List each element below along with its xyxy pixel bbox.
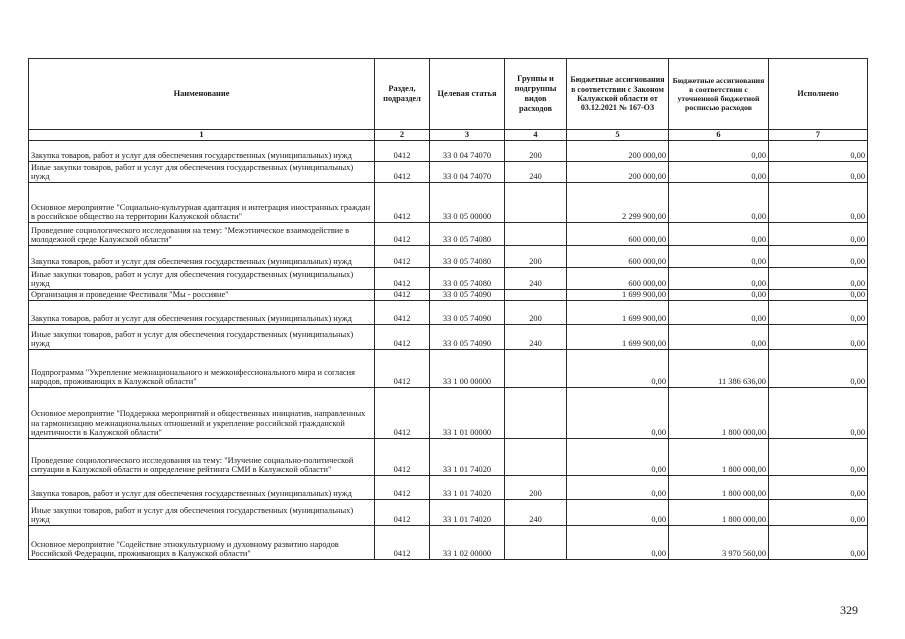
- row-law-allocation: 2 299 900,00: [567, 183, 669, 223]
- row-group: [505, 183, 567, 223]
- row-refined-allocation: 11 386 636,00: [669, 350, 769, 388]
- column-header-law-allocation: Бюджетные ассигнования в соответствии с Законом Калужской области от 03.12.2021 № 167-ОЗ: [567, 59, 669, 130]
- row-name: Закупка товаров, работ и услуг для обеспечения государственных (муниципальных) нужд: [29, 141, 375, 162]
- row-refined-allocation: 1 800 000,00: [669, 439, 769, 476]
- row-target: 33 0 04 74070: [430, 141, 505, 162]
- row-refined-allocation: 1 800 000,00: [669, 500, 769, 526]
- row-executed: 0,00: [769, 246, 868, 268]
- row-target: 33 1 01 00000: [430, 388, 505, 439]
- row-target: 33 0 05 00000: [430, 183, 505, 223]
- table-row: [29, 439, 868, 476]
- table-row: [29, 141, 868, 162]
- row-target: 33 0 05 74090: [430, 325, 505, 350]
- row-target: 33 1 01 74020: [430, 500, 505, 526]
- row-group: [505, 388, 567, 439]
- row-refined-allocation: 0,00: [669, 290, 769, 301]
- column-number: 6: [669, 130, 769, 141]
- row-group: 200: [505, 246, 567, 268]
- row-section: 0412: [375, 325, 430, 350]
- column-header-executed: Исполнено: [769, 59, 868, 130]
- row-law-allocation: 200 000,00: [567, 141, 669, 162]
- table-row: [29, 350, 868, 388]
- row-name: Закупка товаров, работ и услуг для обеспечения государственных (муниципальных) нужд: [29, 246, 375, 268]
- row-name: Иные закупки товаров, работ и услуг для обеспечения государственных (муниципальных) нужд: [29, 268, 375, 290]
- row-refined-allocation: 1 800 000,00: [669, 388, 769, 439]
- column-number: 5: [567, 130, 669, 141]
- row-law-allocation: 600 000,00: [567, 246, 669, 268]
- row-refined-allocation: 3 970 560,00: [669, 526, 769, 560]
- row-name: Закупка товаров, работ и услуг для обеспечения государственных (муниципальных) нужд: [29, 301, 375, 325]
- row-refined-allocation: 0,00: [669, 325, 769, 350]
- table-row: [29, 162, 868, 183]
- row-section: 0412: [375, 183, 430, 223]
- column-header-refined-allocation: Бюджетные ассигнования в соответствии с уточненной бюджетной росписью расходов: [669, 59, 769, 130]
- row-group: 200: [505, 476, 567, 500]
- row-law-allocation: 600 000,00: [567, 268, 669, 290]
- row-law-allocation: 0,00: [567, 526, 669, 560]
- table-row: [29, 290, 868, 301]
- row-refined-allocation: 0,00: [669, 162, 769, 183]
- row-name: Иные закупки товаров, работ и услуг для обеспечения государственных (муниципальных) нужд: [29, 162, 375, 183]
- row-target: 33 1 01 74020: [430, 439, 505, 476]
- column-number: 1: [29, 130, 375, 141]
- row-section: 0412: [375, 141, 430, 162]
- row-refined-allocation: 0,00: [669, 268, 769, 290]
- row-name: Основное мероприятие "Социально-культурная адаптация и интеграция иностранных граждан в российское общество на территории Калужской области": [29, 183, 375, 223]
- row-law-allocation: 1 699 900,00: [567, 301, 669, 325]
- table-row: [29, 268, 868, 290]
- row-executed: 0,00: [769, 500, 868, 526]
- row-target: 33 0 05 74090: [430, 290, 505, 301]
- column-header-target: Целевая статья: [430, 59, 505, 130]
- table-row: [29, 325, 868, 350]
- row-target: 33 1 01 74020: [430, 476, 505, 500]
- row-name: Закупка товаров, работ и услуг для обеспечения государственных (муниципальных) нужд: [29, 476, 375, 500]
- row-refined-allocation: 0,00: [669, 223, 769, 246]
- row-target: 33 1 00 00000: [430, 350, 505, 388]
- row-group: 240: [505, 162, 567, 183]
- row-section: 0412: [375, 162, 430, 183]
- row-target: 33 1 02 00000: [430, 526, 505, 560]
- row-name: Иные закупки товаров, работ и услуг для обеспечения государственных (муниципальных) нужд: [29, 325, 375, 350]
- row-target: 33 0 05 74080: [430, 268, 505, 290]
- row-group: 240: [505, 268, 567, 290]
- table-row: [29, 246, 868, 268]
- table-row: [29, 301, 868, 325]
- row-refined-allocation: 0,00: [669, 246, 769, 268]
- row-group: 240: [505, 500, 567, 526]
- row-section: 0412: [375, 290, 430, 301]
- row-section: 0412: [375, 526, 430, 560]
- row-executed: 0,00: [769, 162, 868, 183]
- row-target: 33 0 05 74080: [430, 246, 505, 268]
- row-section: 0412: [375, 388, 430, 439]
- row-section: 0412: [375, 246, 430, 268]
- row-law-allocation: 1 699 900,00: [567, 325, 669, 350]
- row-section: 0412: [375, 500, 430, 526]
- row-refined-allocation: 0,00: [669, 141, 769, 162]
- budget-execution-table: [28, 58, 868, 560]
- row-law-allocation: 200 000,00: [567, 162, 669, 183]
- row-name: Иные закупки товаров, работ и услуг для обеспечения государственных (муниципальных) нужд: [29, 500, 375, 526]
- row-law-allocation: 0,00: [567, 388, 669, 439]
- row-target: 33 0 05 74090: [430, 301, 505, 325]
- row-refined-allocation: 0,00: [669, 301, 769, 325]
- row-name: Проведение социологического исследования на тему: "Изучение социально-политической ситуации в Калужской области и определение рейтинга СМИ в Калужской области": [29, 439, 375, 476]
- row-group: 240: [505, 325, 567, 350]
- row-executed: 0,00: [769, 141, 868, 162]
- row-refined-allocation: 0,00: [669, 183, 769, 223]
- row-law-allocation: 1 699 900,00: [567, 290, 669, 301]
- column-number: 3: [430, 130, 505, 141]
- row-group: [505, 290, 567, 301]
- row-law-allocation: 0,00: [567, 476, 669, 500]
- page-number: 329: [840, 603, 858, 617]
- column-number: 7: [769, 130, 868, 141]
- row-section: 0412: [375, 301, 430, 325]
- row-name: Проведение социологического исследования на тему: "Межэтническое взаимодействие в молодежной среде Калужской области": [29, 223, 375, 246]
- row-law-allocation: 0,00: [567, 500, 669, 526]
- row-section: 0412: [375, 223, 430, 246]
- row-executed: 0,00: [769, 439, 868, 476]
- row-law-allocation: 600 000,00: [567, 223, 669, 246]
- row-target: 33 0 04 74070: [430, 162, 505, 183]
- row-group: 200: [505, 141, 567, 162]
- row-name: Организация и проведение Фестиваля "Мы - россияне": [29, 290, 375, 301]
- row-group: [505, 350, 567, 388]
- column-header-section: Раздел, подраздел: [375, 59, 430, 130]
- row-executed: 0,00: [769, 476, 868, 500]
- table-row: [29, 526, 868, 560]
- row-target: 33 0 05 74080: [430, 223, 505, 246]
- row-section: 0412: [375, 439, 430, 476]
- row-group: [505, 223, 567, 246]
- row-section: 0412: [375, 268, 430, 290]
- column-number: 2: [375, 130, 430, 141]
- table-row: [29, 388, 868, 439]
- row-section: 0412: [375, 476, 430, 500]
- row-name: Основное мероприятие "Поддержка мероприятий и общественных инициатив, направленных на гармонизацию межнациональных отношений и укрепление российской гражданской идентичности в Калужской области": [29, 388, 375, 439]
- row-law-allocation: 0,00: [567, 350, 669, 388]
- row-name: Подпрограмма "Укрепление межнационального и межконфессионального мира и согласия народов, проживающих в Калужской области": [29, 350, 375, 388]
- row-law-allocation: 0,00: [567, 439, 669, 476]
- row-executed: 0,00: [769, 223, 868, 246]
- row-executed: 0,00: [769, 388, 868, 439]
- table-row: [29, 500, 868, 526]
- column-header-name: Наименование: [29, 59, 375, 130]
- row-executed: 0,00: [769, 325, 868, 350]
- row-group: 200: [505, 301, 567, 325]
- column-number-row: [29, 130, 868, 141]
- row-executed: 0,00: [769, 301, 868, 325]
- row-executed: 0,00: [769, 526, 868, 560]
- table-row: [29, 476, 868, 500]
- table-row: [29, 223, 868, 246]
- row-executed: 0,00: [769, 350, 868, 388]
- table-row: [29, 183, 868, 223]
- row-name: Основное мероприятие "Содействие этнокультурному и духовному развитию народов Российской Федерации, проживающих в Калужской области": [29, 526, 375, 560]
- column-header-group: Группы и подгруппы видов расходов: [505, 59, 567, 130]
- row-executed: 0,00: [769, 268, 868, 290]
- row-group: [505, 526, 567, 560]
- row-executed: 0,00: [769, 290, 868, 301]
- row-group: [505, 439, 567, 476]
- row-section: 0412: [375, 350, 430, 388]
- row-executed: 0,00: [769, 183, 868, 223]
- column-number: 4: [505, 130, 567, 141]
- row-refined-allocation: 1 800 000,00: [669, 476, 769, 500]
- header-row: [29, 59, 868, 130]
